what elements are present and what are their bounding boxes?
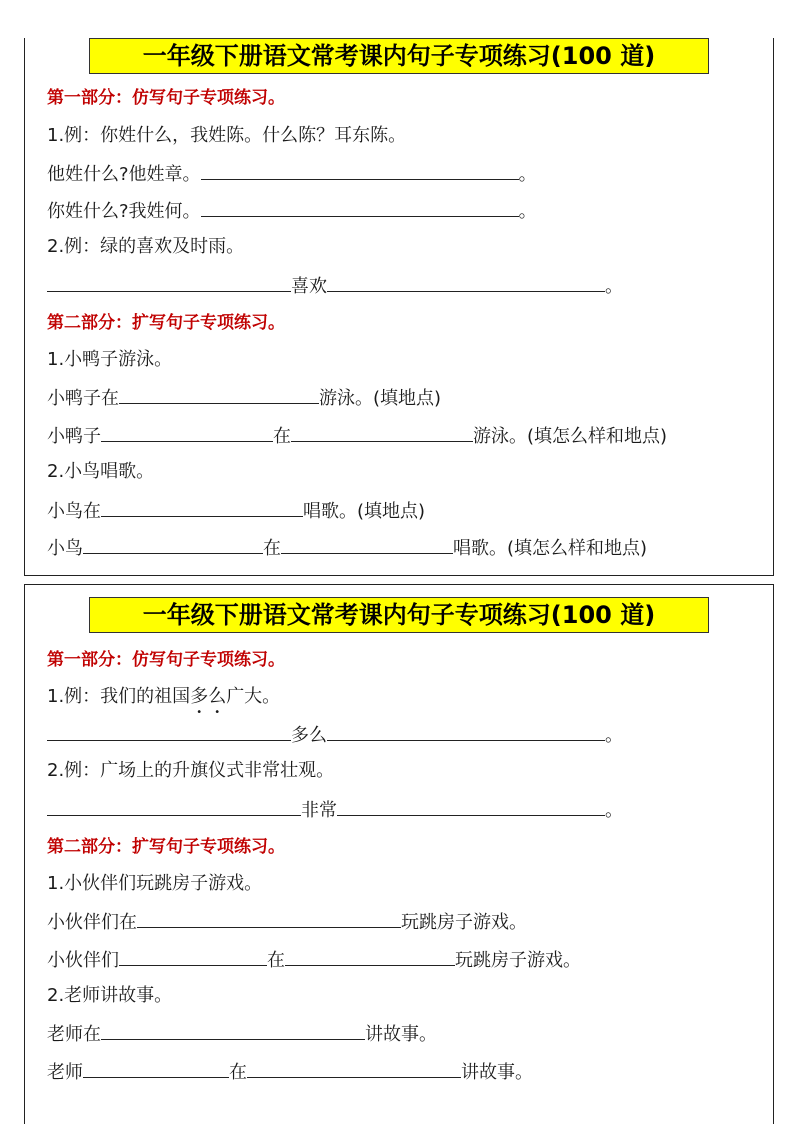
- q1-line-a-prefix: 他姓什么?他姓章。: [47, 164, 201, 185]
- answer-blank[interactable]: [83, 533, 263, 554]
- answer-blank[interactable]: [101, 421, 273, 442]
- expand-mid: 在: [229, 1062, 247, 1083]
- expand-mid: 在: [273, 426, 291, 447]
- answer-blank[interactable]: [101, 1019, 365, 1040]
- expand-suffix: 游泳。(填地点): [319, 388, 442, 409]
- expand-q1-sentence: 1.小伙伴们玩跳房子游戏。: [47, 873, 263, 894]
- answer-blank[interactable]: [247, 1057, 461, 1078]
- answer-blank[interactable]: [327, 720, 605, 741]
- q2-suffix: 。: [605, 800, 623, 821]
- q1-suffix: 。: [605, 725, 623, 746]
- answer-blank[interactable]: [337, 795, 605, 816]
- expand-suffix: 玩跳房子游戏。: [455, 950, 581, 971]
- expand-suffix: 唱歌。(填地点): [303, 501, 426, 522]
- expand-mid: 在: [263, 538, 281, 559]
- part2-heading: 第二部分：扩写句子专项练习。: [47, 837, 285, 857]
- expand-suffix: 讲故事。: [365, 1024, 437, 1045]
- q1-example: [47, 683, 280, 711]
- expand-suffix: 游泳。(填怎么样和地点): [473, 426, 668, 447]
- answer-blank[interactable]: [281, 533, 453, 554]
- expand-prefix: 小鸭子在: [47, 388, 119, 409]
- expand-prefix: 老师在: [47, 1024, 101, 1045]
- expand-q2-sentence: 2.小鸟唱歌。: [47, 461, 155, 482]
- expand-suffix: 讲故事。: [461, 1062, 533, 1083]
- worksheet-title: 一年级下册语文常考课内句子专项练习(100 道): [89, 38, 709, 74]
- expand-q1-line-a: [47, 383, 441, 411]
- part1-heading: 第一部分：仿写句子专项练习。: [47, 650, 285, 670]
- q1-line: [47, 720, 623, 748]
- expand-q2-sentence: 2.老师讲故事。: [47, 985, 173, 1006]
- expand-q1-line-b: [47, 421, 667, 449]
- expand-q1-line-b: [47, 945, 581, 973]
- answer-blank[interactable]: [119, 383, 319, 404]
- answer-blank[interactable]: [47, 271, 291, 292]
- worksheet-card-1: [24, 38, 774, 576]
- answer-blank[interactable]: [101, 496, 303, 517]
- q1-example: 1.例：你姓什么，我姓陈。什么陈？耳东陈。: [47, 125, 407, 146]
- answer-blank[interactable]: [137, 907, 401, 928]
- answer-blank[interactable]: [291, 421, 473, 442]
- expand-prefix: 小伙伴们在: [47, 912, 137, 933]
- answer-blank[interactable]: [47, 720, 291, 741]
- q2-suffix: 。: [605, 276, 623, 297]
- worksheet-title: 一年级下册语文常考课内句子专项练习(100 道): [89, 597, 709, 633]
- part1-heading: 第一部分：仿写句子专项练习。: [47, 88, 285, 108]
- expand-q2-line-a: [47, 1019, 437, 1047]
- answer-blank[interactable]: [201, 159, 519, 180]
- expand-suffix: 唱歌。(填怎么样和地点): [453, 538, 648, 559]
- q1-line-b-suffix: 。: [518, 201, 537, 222]
- expand-q1-line-a: [47, 907, 527, 935]
- expand-q2-line-a: [47, 496, 425, 524]
- expand-mid: 在: [267, 950, 285, 971]
- q2-middle: 喜欢: [291, 276, 327, 297]
- part2-heading: 第二部分：扩写句子专项练习。: [47, 313, 285, 333]
- answer-blank[interactable]: [327, 271, 605, 292]
- expand-prefix: 小鸟在: [47, 501, 101, 522]
- q1-line-b: [47, 196, 537, 224]
- q1-line-a: [47, 159, 537, 187]
- q1-line-a-suffix: 。: [518, 164, 537, 185]
- q1-line-b-prefix: 你姓什么?我姓何。: [47, 201, 201, 222]
- emphasis-char: 多: [190, 686, 209, 707]
- expand-prefix: 小伙伴们: [47, 950, 119, 971]
- answer-blank[interactable]: [83, 1057, 229, 1078]
- expand-q2-line-b: [47, 533, 647, 561]
- q2-middle: 非常: [301, 800, 337, 821]
- q2-line: [47, 795, 623, 823]
- emphasis-char: 么: [208, 686, 227, 707]
- answer-blank[interactable]: [201, 196, 519, 217]
- q2-example: 2.例：广场上的升旗仪式非常壮观。: [47, 760, 335, 781]
- answer-blank[interactable]: [285, 945, 455, 966]
- expand-prefix: 小鸟: [47, 538, 83, 559]
- expand-q2-line-b: [47, 1057, 533, 1085]
- example-text: 广大。: [226, 686, 281, 707]
- answer-blank[interactable]: [119, 945, 267, 966]
- expand-q1-sentence: 1.小鸭子游泳。: [47, 349, 173, 370]
- answer-blank[interactable]: [47, 795, 301, 816]
- example-text: 1.例：我们的祖国: [47, 686, 191, 707]
- q1-middle: 多么: [291, 725, 327, 746]
- q2-line: [47, 271, 623, 299]
- q2-example: 2.例：绿的喜欢及时雨。: [47, 236, 245, 257]
- expand-prefix: 老师: [47, 1062, 83, 1083]
- expand-suffix: 玩跳房子游戏。: [401, 912, 527, 933]
- expand-prefix: 小鸭子: [47, 426, 101, 447]
- worksheet-card-2: [24, 584, 774, 1124]
